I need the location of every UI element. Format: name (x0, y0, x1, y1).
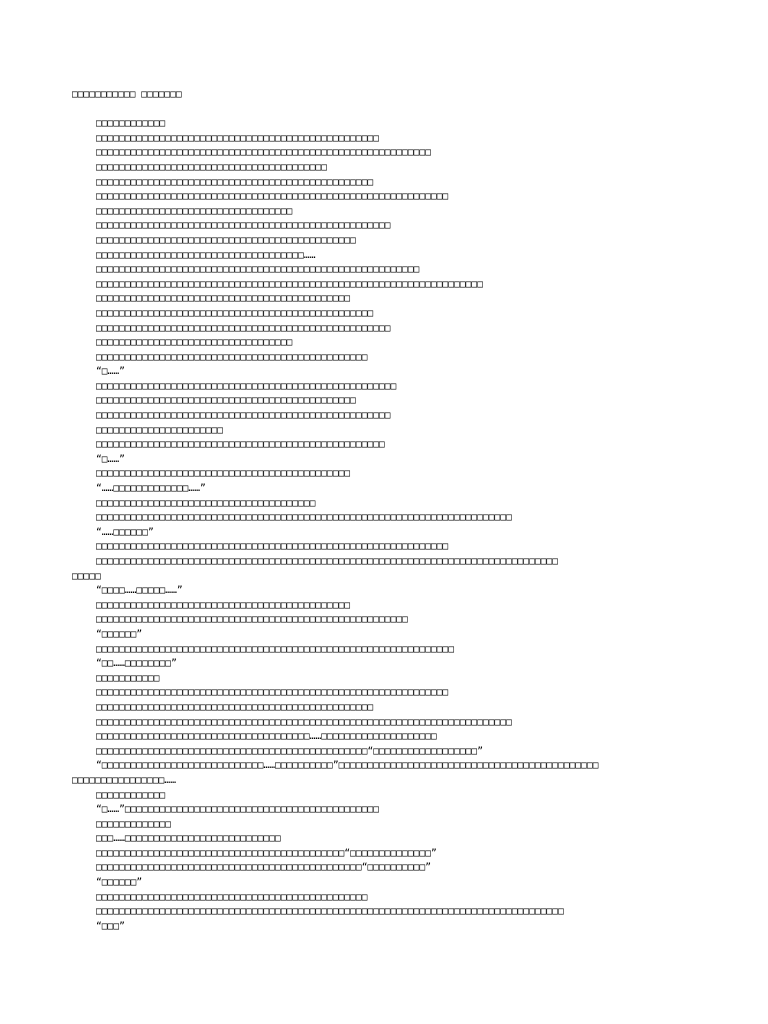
text-line: □□□□□□□□□□□□□□□□□□□□□□□□□□□□□□□□□□□□□……□□□□□□□□□□□□□□□□□□□□ (96, 731, 437, 743)
text-line: □□□□□□□□□□□□□□□□□□□□□□□□□□□□□□□□□□□□□□□□□□□□□□□□ (96, 701, 374, 713)
text-line: □□□……□□□□□□□□□□□□□□□□□□□□□□□□□□□ (96, 833, 281, 845)
text-line: □□□□□□□□□□□□□□□□□□□□□□□□□□□□□□□□□□□□□□□□□□□□□□□ (96, 891, 368, 903)
text-line: “□□□” (96, 920, 125, 932)
text-line: “□□□□□□” (96, 877, 143, 889)
text-line: □□□□□□□□□□□□□□□□□□□□□□□□□□□□□□□□□□□□□□□□□□□□□□□□□□□□□□□□□□□□□□ (96, 643, 455, 655)
text-line: □□□□□□□□□□□□□□□□□□□□□□□□□□□□□□□□□□□□□□□□□□□“□□□□□□□□□□□□□□” (96, 847, 437, 859)
text-line: “□□……□□□□□□□□” (96, 658, 177, 670)
text-line: □□□□□□□□□□□□□□□□□□□□□□□□□□□□□□□□□□□□□□□□□□□□□□□□ (96, 176, 374, 188)
text-line: □□□□□□□□□□□□□□□□□□□□□□□□□□□□□□□□□□□□□□□□□□□□ (96, 599, 351, 611)
text-line: “□□□□□□” (96, 628, 143, 640)
text-line: □□□□□□□□□□□□□□□□□□□□□□□□□□□□□□□□□□□□□□□□□□□□□□□□□□□□□□□□□□□□□ (96, 541, 449, 553)
text-line: □□□□□□□□□□□□□□□□□□□□□□□□□□□□□□□□□□□□□□□□□□□□□□□□□□□□□□□□□□□□□□□□□□□□□□□□□□□□□□□□□ (96, 906, 564, 918)
text-line: □□□□□□□□□□□□□□□□□□□□□□□□□□□□□□□□□□□□□□□□□□□□□□□□□□□□□□□□□□□□□□□□□□□□□□□□□□□□□□□□ (96, 556, 559, 567)
text-line: “□……”□□□□□□□□□□□□□□□□□□□□□□□□□□□□□□□□□□□□□□□□□□□□ (96, 804, 380, 816)
text-line: “□……” (96, 453, 125, 465)
text-line: □□□□□□□□□□□□□□□□□□□□□□□□□□□□□□□□□□□□□□□□□□□□□□□□□□□□□□□□□□□□□ (96, 687, 449, 699)
text-line: □□□□□□□□□□□□□□□□□□□□□□□□□□□□□□□□□□□□□□□□□□□□□□□“□□□□□□□□□□□□□□□□□□” (96, 745, 483, 757)
text-line: □□□□□□□□□□□□□□□□□□□□□□□□□□□□□□□□□□□□□□□□□□□□□□□□□ (96, 132, 380, 144)
text-line: □□□□□□□□□□□□□□□□□□□□□□□□□□□□□□□□□□ (96, 205, 293, 217)
document-page (72, 88, 702, 934)
document-body (72, 117, 702, 934)
text-line: “……□□□□□□” (96, 526, 154, 538)
text-line: □□□□□□□□□□□□□□□□□□□□□□□□□□□□□□□□□□□□□□□□□□□□□□□□□□ (96, 439, 385, 451)
text-line: □□□□□□□□□□□□ (96, 789, 166, 801)
text-line: □□□□□□□□□□□□□□□□□□□□□□□□□□□□□□□□□□□□□□□□□□□□□ (96, 234, 356, 246)
text-line: □□□□□ (72, 570, 101, 582)
text-line: □□□□□□□□□□□□□□□□□□□□□□□□□□□□□□□□□□□□□□□□ (96, 161, 328, 173)
text-line: □□□□□□□□□□□□□□□□□□□□□□□□□□□□□□□□□□ (96, 337, 293, 349)
text-line: “□□□□□□□□□□□□□□□□□□□□□□□□□□□□……□□□□□□□□□□”□□□□□□□□□□□□□□□□□□□□□□□□□□□□□□□□□□□□□□□□□□□□□ (96, 760, 599, 772)
text-line: □□□□□□□□□□□□□□□□□□□□□□□□□□□□□□□□□□□□□□ (96, 497, 316, 509)
text-line: “□□□□……□□□□□……” (96, 585, 183, 597)
text-line: □□□□□□□□□□□□□□□□□□□□□□□□□□□□□□□□□□□□□□□□□□□□□□□□□□□□□□□□□□□□□□□□□□□□□□□□ (96, 512, 512, 524)
text-line: □□□□□□□□□□□□□□□□□□□□□□□□□□□□□□□□□□□□□□□□□□□□□□□□□□□□□□□□□□□□□□□□□□□□□□□□ (96, 716, 512, 728)
text-line: □□□□□□□□□□□□□□□□□□□□□□ (96, 424, 224, 436)
text-line: □□□□□□□□□□□□□□□□□□□□□□□□□□□□□□□□□□□□□□□□□□□□□□“□□□□□□□□□□” (96, 862, 432, 874)
text-line: □□□□□□□□□□□□□□□□□□□□□□□□□□□□□□□□□□□□□□□□□□□□□□□□□□□□□□□□□□ (96, 147, 432, 159)
text-line: □□□□□□□□□□□□□□□□□□□□□□□□□□□□□□□□□□□□□□□□□□□□□□□□□□□□□□□□□□□□□□□□□□□ (96, 278, 483, 290)
text-line: □□□□□□□□□□□□□□□□□□□□□□□□□□□□□□□□□□□□□□□□□□□□ (96, 468, 351, 480)
text-line: □□□□□□□□□□□□□□□□…… (72, 774, 176, 786)
text-line: □□□□□□□□□□□□□□□□□□□□□□□□□□□□□□□□□□□□□□□□□□□□□□□□□□□ (96, 220, 391, 232)
text-line: □□□□□□□□□□□□□□□□□□□□□□□□□□□□□□□□□□□□□□□□□□□□□□□□□□□□□□□□□□□□□ (96, 191, 449, 203)
text-line: □□□□□□□□□□□□□□□□□□□□□□□□□□□□□□□□□□□□□□□□□□□□ (96, 293, 351, 305)
text-line: □□□□□□□□□□□□□□□□□□□□□□□□□□□□□□□□□□□□□□□□□□□□□□□ (96, 351, 368, 363)
text-line: □□□□□□□□□□□□□□□□□□□□□□□□□□□□□□□□□□□□…… (96, 249, 316, 261)
text-line: □□□□□□□□□□□□ (96, 118, 166, 130)
text-line: □□□□□□□□□□□□□□□□□□□□□□□□□□□□□□□□□□□□□□□□□□□□□ (96, 395, 356, 407)
text-line: □□□□□□□□□□□□□□□□□□□□□□□□□□□□□□□□□□□□□□□□□□□□□□□□□□□□□□□□ (96, 264, 420, 276)
text-line: “……□□□□□□□□□□□□□……” (96, 483, 206, 495)
document-title: □□□□□□□□□□□ □□□□□□□ (72, 89, 182, 100)
text-line: □□□□□□□□□□□□□□□□□□□□□□□□□□□□□□□□□□□□□□□□□□□□□□□□□□□ (96, 322, 391, 334)
text-line: □□□□□□□□□□□□□□□□□□□□□□□□□□□□□□□□□□□□□□□□□□□□□□□□□□□□ (96, 380, 397, 392)
text-line: □□□□□□□□□□□□□ (96, 818, 172, 830)
text-line: □□□□□□□□□□□□□□□□□□□□□□□□□□□□□□□□□□□□□□□□□□□□□□□□ (96, 307, 374, 319)
text-line: “□……” (96, 366, 125, 378)
text-line: □□□□□□□□□□□□□□□□□□□□□□□□□□□□□□□□□□□□□□□□□□□□□□□□□□□ (96, 410, 391, 422)
text-line: □□□□□□□□□□□□□□□□□□□□□□□□□□□□□□□□□□□□□□□□□□□□□□□□□□□□□□ (96, 614, 408, 626)
text-line: □□□□□□□□□□□ (96, 672, 160, 684)
